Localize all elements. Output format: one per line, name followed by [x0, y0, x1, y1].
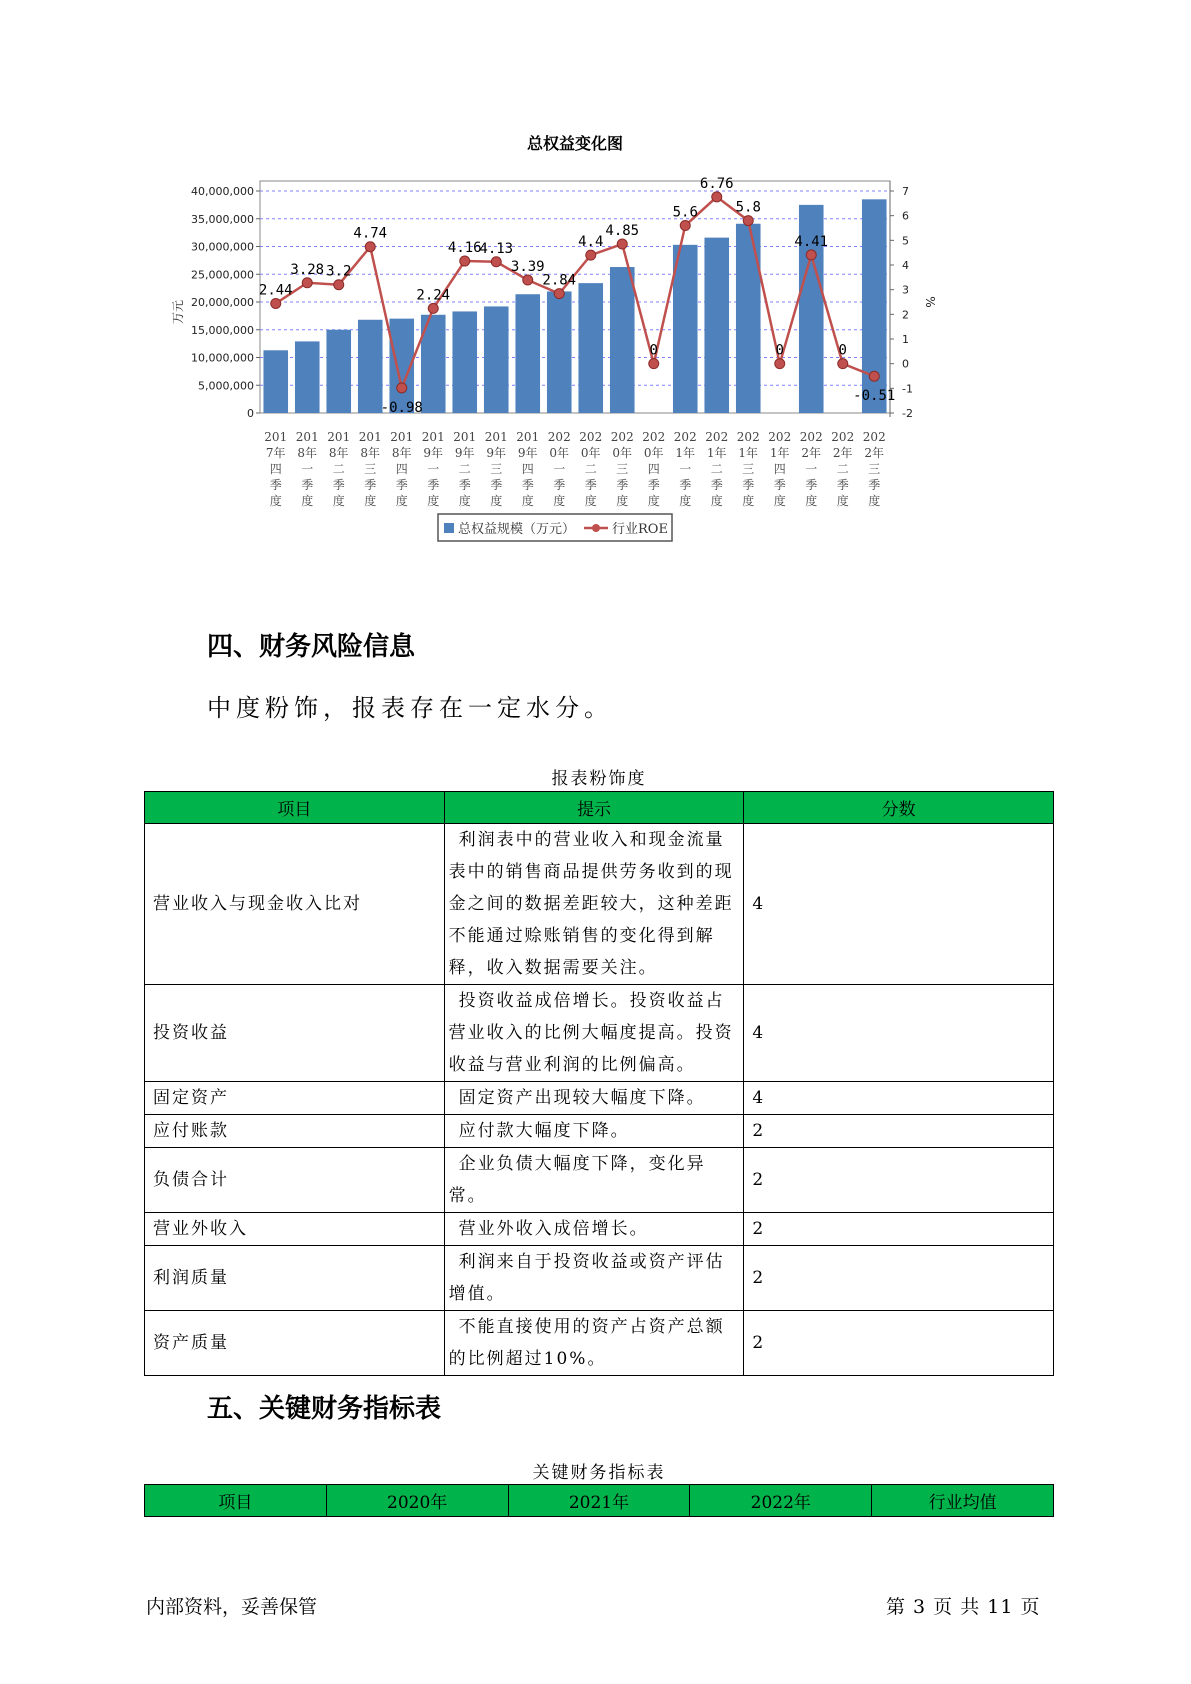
row-item: 利润质量	[145, 1246, 445, 1311]
row-item: 营业收入与现金收入比对	[145, 824, 445, 985]
x-tick-label: 1年	[769, 446, 790, 460]
roe-point	[460, 256, 470, 266]
x-tick-label: 7年	[265, 446, 286, 460]
row-tip: 利润来自于投资收益或资产评估增值。	[444, 1246, 744, 1311]
roe-data-label: -0.98	[380, 399, 423, 416]
column-header-industry-avg: 行业均值	[872, 1485, 1054, 1517]
row-score: 2	[744, 1311, 1054, 1376]
roe-data-label: 4.85	[605, 223, 640, 240]
roe-data-label: 6.76	[699, 175, 734, 192]
x-tick-label: 季	[521, 478, 534, 492]
roe-data-label: 3.28	[290, 261, 325, 278]
x-tick-label: 202	[705, 430, 729, 444]
roe-point	[491, 257, 501, 267]
x-tick-label: 度	[742, 494, 755, 508]
x-tick-label: 一	[805, 462, 818, 476]
row-score: 4	[744, 824, 1054, 985]
x-tick-label: 季	[584, 478, 597, 492]
y-tick-right: 0	[902, 357, 909, 371]
x-tick-label: 季	[490, 478, 503, 492]
x-tick-label: 度	[836, 494, 849, 508]
table-row	[145, 985, 1054, 1082]
y-tick-right: -1	[902, 382, 913, 396]
y-tick-right: 4	[902, 259, 909, 272]
chart-title: 总权益变化图	[526, 134, 624, 153]
table-row	[145, 824, 1054, 985]
x-tick-label: 201	[264, 430, 288, 444]
row-tip: 投资收益成倍增长。投资收益占营业收入的比例大幅度提高。投资收益与营业利润的比例偏高。	[444, 985, 744, 1082]
x-tick-label: 202	[642, 430, 666, 444]
x-tick-label: 201	[390, 430, 414, 444]
y-tick-left: 5,000,000	[198, 379, 254, 393]
x-tick-label: 度	[805, 494, 818, 508]
bar	[704, 238, 729, 413]
x-tick-label: 2年	[801, 446, 822, 460]
column-header-item: 项目	[145, 792, 445, 824]
y-tick-left: 40,000,000	[191, 185, 254, 198]
x-tick-label: 度	[647, 494, 660, 508]
roe-point	[334, 280, 344, 290]
x-tick-label: 2年	[832, 446, 853, 460]
roe-data-label: 4.13	[479, 240, 514, 257]
roe-point	[523, 275, 533, 285]
x-tick-label: 0年	[549, 446, 570, 460]
x-tick-label: 四	[395, 462, 408, 476]
x-tick-label: 季	[647, 478, 660, 492]
legend-bar-swatch	[444, 523, 454, 533]
x-tick-label: 四	[773, 462, 786, 476]
bar	[578, 283, 603, 413]
x-tick-label: 季	[458, 478, 471, 492]
row-item: 营业外收入	[145, 1213, 445, 1246]
x-tick-label: 9年	[486, 446, 507, 460]
x-tick-label: 季	[616, 478, 629, 492]
x-tick-label: 度	[584, 494, 597, 508]
x-tick-label: 季	[805, 478, 818, 492]
x-tick-label: 度	[332, 494, 345, 508]
y-tick-left: 15,000,000	[191, 323, 254, 337]
y-tick-right: 1	[902, 333, 909, 346]
y-tick-left: 25,000,000	[191, 268, 254, 282]
x-tick-label: 季	[679, 478, 692, 492]
row-tip: 不能直接使用的资产占资产总额的比例超过10%。	[444, 1311, 744, 1376]
y-tick-right: -2	[902, 407, 913, 420]
x-tick-label: 2年	[864, 446, 885, 460]
column-header-score: 分数	[744, 792, 1054, 824]
roe-data-label: 3.39	[510, 259, 545, 276]
x-tick-label: 度	[679, 494, 692, 508]
legend-line-marker	[592, 524, 600, 532]
footer-confidential-note: 内部资料，妥善保管	[146, 1596, 318, 1618]
y-axis-label-left: 万元	[171, 299, 185, 325]
x-tick-label: 二	[836, 462, 849, 476]
x-tick-label: 季	[301, 478, 314, 492]
row-item: 投资收益	[145, 985, 445, 1082]
bar	[295, 341, 320, 413]
column-header-item: 项目	[145, 1485, 327, 1517]
kpi-table-header-row	[145, 1485, 1054, 1517]
x-tick-label: 201	[453, 430, 477, 444]
bar	[263, 350, 288, 413]
x-tick-label: 8年	[391, 446, 412, 460]
section4-heading: 四、财务风险信息	[207, 632, 416, 662]
x-tick-label: 度	[710, 494, 723, 508]
x-tick-label: 8年	[360, 446, 381, 460]
table-row	[145, 1311, 1054, 1376]
x-tick-label: 9年	[454, 446, 475, 460]
roe-point	[806, 250, 816, 260]
y-axis-label-right: %	[923, 296, 937, 308]
bar	[610, 267, 635, 413]
risk-summary-paragraph: 中度粉饰，报表存在一定水分。	[207, 694, 613, 722]
table-row	[145, 1115, 1054, 1148]
roe-data-label: 5.6	[672, 204, 698, 221]
x-tick-label: 一	[427, 462, 440, 476]
x-tick-label: 度	[301, 494, 314, 508]
x-tick-label: 二	[584, 462, 597, 476]
roe-data-label: 0	[775, 342, 784, 359]
roe-point	[617, 239, 627, 249]
roe-data-label: 3.2	[326, 263, 352, 280]
x-tick-label: 201	[358, 430, 382, 444]
bar	[547, 291, 572, 413]
x-tick-label: 三	[742, 462, 755, 476]
x-tick-label: 202	[831, 430, 855, 444]
x-tick-label: 一	[301, 462, 314, 476]
roe-data-label: 2.24	[416, 287, 451, 304]
roe-point	[428, 303, 438, 313]
row-score: 2	[744, 1246, 1054, 1311]
roe-data-label: 4.41	[794, 233, 829, 250]
x-tick-label: 9年	[517, 446, 538, 460]
roe-data-label: 4.16	[447, 240, 482, 257]
x-tick-label: 季	[773, 478, 786, 492]
plot-area	[260, 181, 890, 413]
roe-data-label: 2.84	[542, 272, 577, 289]
risk-table-header-row	[145, 792, 1054, 824]
roe-data-label: 4.74	[353, 225, 388, 242]
x-tick-label: 二	[332, 462, 345, 476]
roe-point	[397, 383, 407, 393]
kpi-table	[144, 1484, 1054, 1517]
roe-point	[869, 371, 879, 381]
x-tick-label: 0年	[580, 446, 601, 460]
x-tick-label: 9年	[423, 446, 444, 460]
x-tick-label: 1年	[675, 446, 696, 460]
bar	[326, 330, 351, 413]
y-tick-right: 3	[902, 283, 909, 297]
x-tick-label: 季	[710, 478, 723, 492]
x-tick-label: 一	[553, 462, 566, 476]
equity-chart	[171, 130, 960, 600]
roe-point	[586, 250, 596, 260]
roe-data-label: 0	[649, 342, 658, 359]
x-tick-label: 四	[269, 462, 282, 476]
x-tick-label: 四	[647, 462, 660, 476]
row-tip: 固定资产出现较大幅度下降。	[444, 1082, 744, 1115]
row-score: 2	[744, 1213, 1054, 1246]
roe-point	[775, 359, 785, 369]
bar	[358, 320, 383, 413]
roe-point	[554, 289, 564, 299]
bar	[673, 245, 698, 413]
x-tick-label: 季	[427, 478, 440, 492]
x-tick-label: 201	[484, 430, 508, 444]
row-item: 固定资产	[145, 1082, 445, 1115]
row-item: 负债合计	[145, 1148, 445, 1213]
x-tick-label: 0年	[612, 446, 633, 460]
roe-point	[838, 359, 848, 369]
y-tick-right: 6	[902, 209, 909, 223]
column-header-tip: 提示	[444, 792, 744, 824]
x-tick-label: 季	[868, 478, 881, 492]
bar	[515, 294, 540, 413]
x-tick-label: 季	[269, 478, 282, 492]
x-tick-label: 三	[616, 462, 629, 476]
x-tick-label: 202	[862, 430, 886, 444]
y-tick-right: 2	[902, 308, 909, 322]
x-tick-label: 202	[768, 430, 792, 444]
x-tick-label: 度	[364, 494, 377, 508]
y-tick-left: 35,000,000	[191, 212, 254, 226]
x-tick-label: 一	[679, 462, 692, 476]
y-tick-right: 5	[902, 234, 909, 248]
x-tick-label: 202	[736, 430, 760, 444]
bar	[452, 311, 477, 413]
risk-table-caption: 报表粉饰度	[551, 769, 647, 789]
row-tip: 利润表中的营业收入和现金流量表中的销售商品提供劳务收到的现金之间的数据差距较大，这种差距不能通过赊账销售的变化得到解释，收入数据需要关注。	[444, 824, 744, 985]
x-tick-label: 季	[836, 478, 849, 492]
x-tick-label: 季	[395, 478, 408, 492]
roe-data-label: 5.8	[735, 199, 761, 216]
roe-point	[712, 192, 722, 202]
x-tick-label: 度	[269, 494, 282, 508]
x-tick-label: 季	[742, 478, 755, 492]
legend-label-equity: 总权益规模（万元）	[458, 522, 576, 537]
roe-point	[649, 359, 659, 369]
y-tick-right: 7	[902, 185, 909, 198]
x-tick-label: 三	[490, 462, 503, 476]
x-tick-label: 度	[490, 494, 503, 508]
table-row	[145, 1246, 1054, 1311]
roe-point	[680, 221, 690, 231]
section5-heading: 五、关键财务指标表	[207, 1394, 442, 1424]
x-tick-label: 202	[579, 430, 603, 444]
x-tick-label: 四	[521, 462, 534, 476]
x-tick-label: 季	[364, 478, 377, 492]
x-tick-label: 201	[327, 430, 351, 444]
y-tick-left: 30,000,000	[191, 240, 254, 254]
x-tick-label: 8年	[297, 446, 318, 460]
footer-page-number: 第 3 页 共 11 页	[886, 1596, 1041, 1618]
y-tick-left: 0	[247, 407, 254, 420]
column-header-2020: 2020年	[326, 1485, 508, 1517]
x-tick-label: 202	[547, 430, 571, 444]
x-tick-label: 季	[332, 478, 345, 492]
x-tick-label: 201	[421, 430, 445, 444]
row-item: 应付账款	[145, 1115, 445, 1148]
roe-data-label: 2.44	[258, 282, 293, 299]
row-score: 4	[744, 985, 1054, 1082]
y-tick-left: 10,000,000	[191, 351, 254, 365]
x-tick-label: 8年	[328, 446, 349, 460]
column-header-2022: 2022年	[690, 1485, 872, 1517]
x-tick-label: 二	[710, 462, 723, 476]
x-tick-label: 0年	[643, 446, 664, 460]
x-tick-label: 三	[868, 462, 881, 476]
table-row	[145, 1082, 1054, 1115]
roe-point	[743, 216, 753, 226]
x-tick-label: 度	[458, 494, 471, 508]
table-row	[145, 1148, 1054, 1213]
column-header-2021: 2021年	[508, 1485, 690, 1517]
roe-data-label: 4.4	[578, 234, 604, 251]
x-tick-label: 二	[458, 462, 471, 476]
x-tick-label: 202	[799, 430, 823, 444]
x-tick-label: 季	[553, 478, 566, 492]
roe-point	[271, 298, 281, 308]
x-tick-label: 度	[868, 494, 881, 508]
row-tip: 企业负债大幅度下降，变化异常。	[444, 1148, 744, 1213]
x-tick-label: 度	[427, 494, 440, 508]
x-tick-label: 度	[553, 494, 566, 508]
kpi-table-caption: 关键财务指标表	[532, 1463, 666, 1483]
roe-point	[365, 242, 375, 252]
risk-table	[144, 791, 1054, 1376]
x-tick-label: 1年	[706, 446, 727, 460]
table-row	[145, 1213, 1054, 1246]
row-tip: 营业外收入成倍增长。	[444, 1213, 744, 1246]
x-tick-label: 度	[521, 494, 534, 508]
x-tick-label: 度	[616, 494, 629, 508]
bar	[736, 224, 761, 413]
x-tick-label: 202	[610, 430, 634, 444]
row-tip: 应付款大幅度下降。	[444, 1115, 744, 1148]
x-tick-label: 201	[295, 430, 319, 444]
row-score: 2	[744, 1115, 1054, 1148]
bar	[484, 306, 509, 413]
legend-label-roe: 行业ROE	[612, 522, 668, 537]
row-item: 资产质量	[145, 1311, 445, 1376]
row-score: 2	[744, 1148, 1054, 1213]
x-tick-label: 度	[395, 494, 408, 508]
roe-data-label: -0.51	[853, 388, 896, 405]
x-tick-label: 度	[773, 494, 786, 508]
equity-chart-svg	[171, 130, 960, 600]
x-tick-label: 1年	[738, 446, 759, 460]
roe-point	[302, 278, 312, 288]
x-tick-label: 201	[516, 430, 540, 444]
x-tick-label: 202	[673, 430, 697, 444]
x-tick-label: 三	[364, 462, 377, 476]
y-tick-left: 20,000,000	[191, 296, 254, 309]
row-score: 4	[744, 1082, 1054, 1115]
roe-data-label: 0	[838, 342, 847, 359]
